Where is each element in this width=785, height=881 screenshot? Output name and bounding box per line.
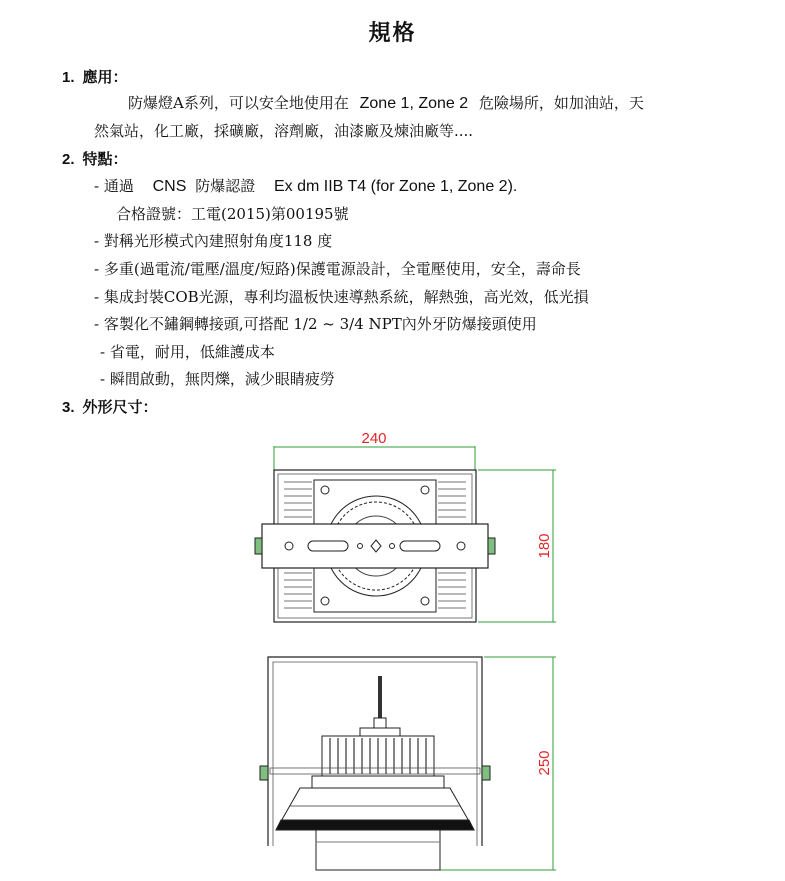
cert-spec-text: Ex dm IIB T4 (for Zone 1, Zone 2). [273, 178, 518, 195]
application-text: 危險場所，如加油站，天 [478, 94, 644, 112]
top-view [255, 446, 556, 622]
dimension-depth-label: 250 [536, 750, 553, 776]
feature-text: 防爆認證 [195, 177, 256, 195]
feature-item: - 集成封裝COB光源，專利均溫板快速導熱系統，解熱強，高光效，低光損 [94, 288, 589, 306]
certificate-number: 合格證號：工電(2015)第00195號 [116, 205, 349, 223]
feature-item: - 瞬間啟動，無閃爍，減少眼睛疲勞 [100, 370, 335, 388]
application-line-2: 然氣站，化工廠，採礦廠，溶劑廠，油漆廠及煉油廠等.... [94, 122, 474, 140]
page-title: 規格 [368, 20, 417, 46]
application-line-1 [128, 92, 644, 113]
section-application-heading [62, 66, 128, 87]
feature-certification [94, 175, 517, 196]
feature-item: - 多重(過電流/電壓/溫度/短路)保護電源設計，全電壓使用，安全，壽命長 [94, 260, 581, 278]
feature-item: - 省電，耐用，低維護成本 [100, 343, 275, 361]
dimension-width-label: 240 [361, 430, 387, 447]
application-text: 防爆燈A系列，可以安全地使用在 [128, 94, 349, 112]
section-title: 外形尺寸： [82, 398, 158, 416]
section-number: 2. [62, 151, 75, 168]
section-title: 特點： [82, 150, 128, 168]
section-features-heading [62, 148, 128, 169]
feature-item: - 對稱光形模式內建照射角度118 度 [94, 232, 333, 250]
section-title: 應用： [82, 68, 128, 86]
section-dimensions-heading [62, 396, 158, 417]
side-view [260, 657, 556, 870]
section-number: 3. [62, 399, 75, 416]
zone-text: Zone 1, Zone 2 [359, 95, 469, 112]
dimension-height-label: 180 [536, 533, 553, 559]
cns-text: CNS [152, 178, 187, 195]
feature-text: - 通過 [94, 177, 134, 195]
feature-item: - 客製化不鏽鋼轉接頭,可搭配 1/2 ~ 3/4 NPT內外牙防爆接頭使用 [94, 315, 537, 333]
section-number: 1. [62, 69, 75, 86]
